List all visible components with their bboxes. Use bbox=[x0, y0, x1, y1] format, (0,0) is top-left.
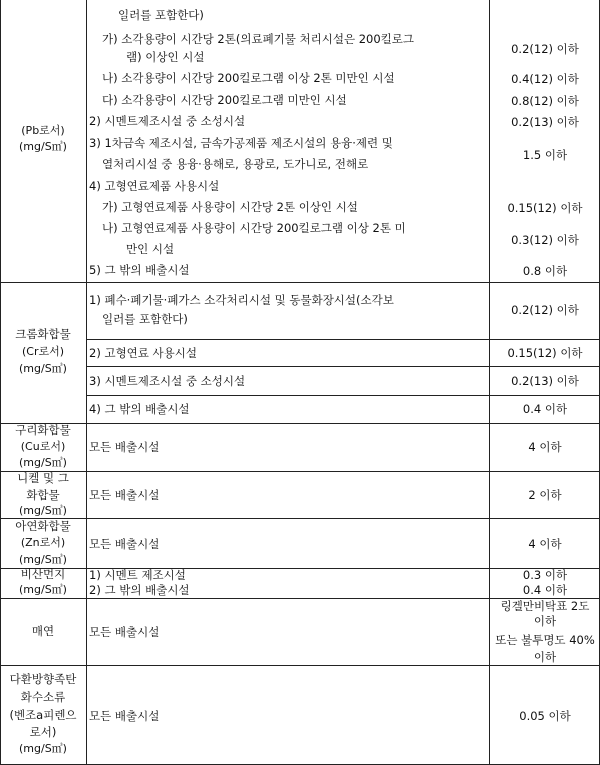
pb-row-2-value: 0.2(13) 이하 bbox=[511, 115, 579, 129]
pah-label-line3: (벤조a피렌으 bbox=[9, 708, 77, 722]
pb-row-3-line1: 3) 1차금속 제조시설, 금속가공제품 제조시설의 용융·제련 및 bbox=[89, 136, 393, 150]
cu-label-line3: (mg/S㎥) bbox=[19, 456, 67, 469]
pb-row-3-value: 1.5 이하 bbox=[522, 148, 568, 162]
table-border-left bbox=[0, 0, 1, 765]
cr-row-1-value: 0.2(12) 이하 bbox=[511, 303, 579, 317]
pb-row-5-value: 0.8 이하 bbox=[522, 264, 568, 278]
cr-label-line3: (mg/S㎥) bbox=[19, 362, 67, 375]
pb-row-3-line2: 열처리시설 중 용융·용해로, 용광로, 도가니로, 전해로 bbox=[102, 157, 369, 171]
ni-label-line1: 니켈 및 그 bbox=[17, 471, 69, 485]
dust-label-line1: 비산먼지 bbox=[20, 567, 66, 581]
zn-label-line3: (mg/S㎥) bbox=[19, 553, 67, 566]
zn-facility: 모든 배출시설 bbox=[89, 537, 160, 551]
pb-row-a-line2: 램) 이상인 시설 bbox=[126, 50, 205, 64]
dust-label-line2: (mg/S㎥) bbox=[19, 583, 67, 596]
pb-row-a-value: 0.2(12) 이하 bbox=[511, 42, 579, 56]
pb-row-c-value: 0.8(12) 이하 bbox=[511, 94, 579, 108]
cr-row-3: 3) 시멘트제조시설 중 소성시설 bbox=[89, 374, 246, 388]
pb-row-a-line1: 가) 소각용량이 시간당 2톤(의료폐기물 처리시설은 200킬로그 bbox=[102, 32, 415, 46]
row-separator-zn bbox=[0, 518, 600, 519]
pb-row-4a: 가) 고형연료제품 사용량이 시간당 2톤 이상인 시설 bbox=[102, 200, 358, 214]
pb-row-b-value: 0.4(12) 이하 bbox=[511, 72, 579, 86]
cr-label-line1: 크롬화합물 bbox=[15, 327, 71, 341]
dust-row-1: 1) 시멘트 제조시설 bbox=[89, 568, 186, 582]
cr-row-3-value: 0.2(13) 이하 bbox=[511, 374, 579, 388]
cr-row-1-line2: 일러를 포함한다) bbox=[102, 312, 188, 326]
table-border-col1 bbox=[86, 0, 87, 765]
row-separator-cr bbox=[0, 282, 600, 283]
pb-continued-text: 일러를 포함한다) bbox=[118, 8, 204, 22]
cr-row-1-line1: 1) 폐수·폐기물·폐가스 소각처리시설 및 동물화장시설(소각보 bbox=[89, 293, 394, 307]
pb-row-2: 2) 시멘트제조시설 중 소성시설 bbox=[89, 114, 246, 128]
cr-row-separator-3 bbox=[87, 395, 599, 396]
cr-row-2-value: 0.15(12) 이하 bbox=[507, 346, 583, 360]
cu-label-line1: 구리화합물 bbox=[15, 423, 71, 437]
pb-row-c: 다) 소각용량이 시간당 200킬로그램 미만인 시설 bbox=[102, 93, 347, 107]
zn-label-line2: (Zn로서) bbox=[20, 536, 66, 549]
row-separator-ni bbox=[0, 471, 600, 472]
zn-label-line1: 아연화합물 bbox=[15, 519, 71, 533]
pah-facility: 모든 배출시설 bbox=[89, 709, 160, 723]
cr-row-4: 4) 그 밖의 배출시설 bbox=[89, 402, 190, 416]
ni-label-line2: 화합물 bbox=[26, 488, 60, 502]
cu-facility: 모든 배출시설 bbox=[89, 440, 160, 454]
pah-label-line5: (mg/S㎥) bbox=[19, 742, 67, 755]
smoke-label: 매연 bbox=[31, 624, 55, 638]
pb-row-4: 4) 고형연료제품 사용시설 bbox=[89, 179, 220, 193]
pb-row-4b-line2: 만인 시설 bbox=[126, 242, 175, 256]
cr-row-separator-1 bbox=[87, 339, 599, 340]
cr-label-line2: (Cr로서) bbox=[21, 345, 65, 358]
cr-row-separator-2 bbox=[87, 366, 599, 367]
smoke-value-line2: 이하 bbox=[533, 614, 557, 628]
pb-row-4a-value: 0.15(12) 이하 bbox=[507, 201, 583, 215]
cu-label-line2: (Cu로서) bbox=[20, 440, 66, 453]
dust-row-2: 2) 그 밖의 배출시설 bbox=[89, 583, 190, 597]
cu-value: 4 이하 bbox=[528, 440, 562, 454]
ni-label-line3: (mg/S㎥) bbox=[19, 504, 67, 517]
ni-facility: 모든 배출시설 bbox=[89, 488, 160, 502]
pb-row-5: 5) 그 밖의 배출시설 bbox=[89, 263, 190, 277]
pah-label-line2: 화수소류 bbox=[20, 690, 66, 704]
smoke-value-line3: 또는 불투명도 40% bbox=[495, 633, 595, 647]
row-separator-cu bbox=[0, 423, 600, 424]
smoke-value-line1: 링겔만비탁표 2도 bbox=[500, 599, 590, 613]
dust-row-2-value: 0.4 이하 bbox=[522, 583, 568, 597]
pah-label-line1: 다환방향족탄 bbox=[9, 672, 77, 686]
pb-row-4b-line1: 나) 고형연료제품 사용량이 시간당 200킬로그램 이상 2톤 미 bbox=[102, 221, 406, 235]
row-separator-pah bbox=[0, 665, 600, 666]
pb-label-line2: (mg/S㎥) bbox=[19, 140, 67, 153]
ni-value: 2 이하 bbox=[528, 488, 562, 502]
pah-value: 0.05 이하 bbox=[519, 709, 571, 723]
cr-row-2: 2) 고형연료 사용시설 bbox=[89, 346, 197, 360]
zn-value: 4 이하 bbox=[528, 537, 562, 551]
smoke-value-line4: 이하 bbox=[533, 650, 557, 664]
pb-row-b: 나) 소각용량이 시간당 200킬로그램 이상 2톤 미만인 시설 bbox=[102, 71, 395, 85]
pb-row-4b-value: 0.3(12) 이하 bbox=[511, 233, 579, 247]
cr-row-4-value: 0.4 이하 bbox=[522, 402, 568, 416]
pah-label-line4: 로서) bbox=[29, 725, 57, 739]
dust-row-1-value: 0.3 이하 bbox=[522, 568, 568, 582]
pb-label-line1: (Pb로서) bbox=[21, 124, 65, 137]
smoke-facility: 모든 배출시설 bbox=[89, 625, 160, 639]
